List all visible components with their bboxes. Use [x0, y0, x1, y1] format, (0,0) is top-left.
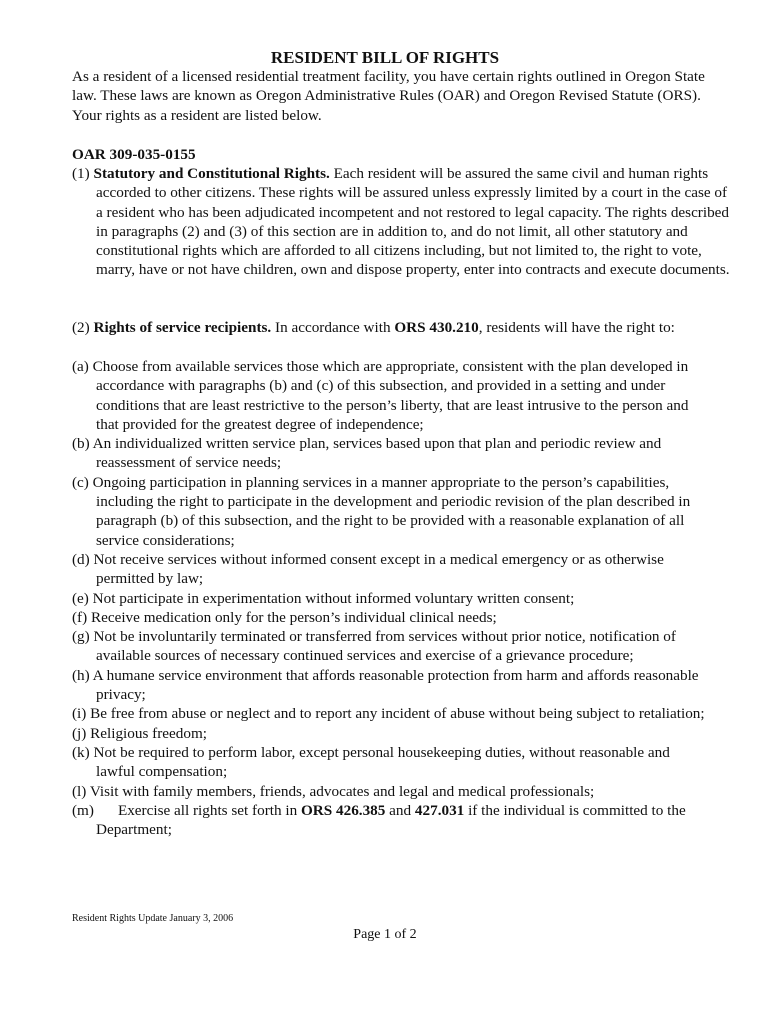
rule-2-number: (2) — [72, 319, 94, 336]
item-label: (h) — [72, 666, 93, 684]
item-label: (l) — [72, 782, 90, 800]
list-item — [72, 589, 712, 608]
item-label: (e) — [72, 589, 93, 607]
rule-1-text: Each resident will be assured the same civil and human rights accorded to other citizens. These rights will be assured unless expressly limited by a court in the case of a resident who has been adjudicated incompetent and not restored to legal capacity. The rights described in paragraphs (2) and (3) of this section are in addition to, and do not limit, all other statutory and constitutional rights which are afforded to all citizens including, but not limited to, the right to vote, marry, have or not have children, own and dispose property, enter into contracts and execute documents. — [96, 165, 730, 279]
item-text: Be free from abuse or neglect and to report any incident of abuse without being subject to retaliation; — [90, 705, 705, 723]
item-text: A humane service environment that affords reasonable protection from harm and affords reasonable privacy; — [92, 666, 699, 704]
item-label: (b) — [72, 435, 93, 453]
item-text: Not be required to perform labor, except personal housekeeping duties, without reasonable and lawful compensation; — [93, 743, 670, 781]
list-item — [72, 627, 712, 666]
item-statute-1: ORS 426.385 — [300, 801, 386, 819]
item-text-before: Exercise all rights set forth in — [117, 801, 301, 819]
item-label: (d) — [72, 550, 94, 568]
footer-note: Resident Rights Update January 3, 2006 — [72, 913, 234, 924]
rule-2-paragraph — [72, 318, 736, 337]
document-title: RESIDENT BILL OF RIGHTS — [270, 48, 500, 67]
item-text: An individualized written service plan, services based upon that plan and periodic review and reassessment of service needs; — [92, 435, 662, 472]
item-label: (g) — [72, 628, 94, 646]
item-text: Religious freedom; — [90, 724, 207, 742]
rule-2-statute: ORS 430.210 — [394, 319, 479, 336]
item-label: (k) — [72, 743, 94, 761]
list-item — [72, 608, 712, 627]
item-text: Not receive services without informed consent except in a medical emergency or as otherwise permitted by law; — [93, 550, 664, 588]
item-label: (i) — [72, 705, 91, 723]
rule-1-paragraph — [72, 164, 736, 280]
list-item — [72, 473, 712, 550]
item-text: Choose from available services those which are appropriate, consistent with the plan developed in accordance with paragraphs (b) and (c) of this subsection, and provided in a setting and under conditions that are least restrictive to the person’s liberty, that are least intrusive to the person and that provided for the greatest degree of independence; — [92, 358, 689, 433]
item-text: Not participate in experimentation without informed voluntary written consent; — [92, 589, 575, 607]
rule-2-heading: Rights of service recipients. — [93, 319, 272, 336]
list-item — [72, 550, 712, 589]
rule-1-number: (1) — [72, 165, 94, 182]
item-text: Visit with family members, friends, advocates and legal and medical professionals; — [89, 782, 595, 800]
list-item — [72, 434, 712, 473]
item-statute-2: 427.031 — [414, 801, 465, 819]
rule-2-text-after: , residents will have the right to: — [478, 319, 675, 336]
rights-list — [72, 357, 712, 839]
rule-1-heading: Statutory and Constitutional Rights. — [93, 165, 330, 182]
list-item — [72, 666, 712, 705]
list-item-m — [72, 801, 712, 840]
intro-paragraph: As a resident of a licensed residential treatment facility, you have certain rights outlined in Oregon State law. These laws are known as Oregon Administrative Rules (OAR) and Oregon Revised Statute (ORS). Your rights as a resident are listed below. — [72, 68, 705, 124]
list-item — [72, 782, 712, 801]
item-text-after: if the individual is committed to the Department; — [96, 801, 686, 839]
item-text: Not be involuntarily terminated or transferred from services without prior notice, notification of available sources of necessary continued services and exercise of a grievance procedure; — [93, 628, 676, 665]
list-item — [72, 704, 712, 723]
item-label: (m) — [72, 801, 94, 819]
item-label: (c) — [72, 473, 93, 491]
list-item — [72, 724, 712, 743]
list-item — [72, 743, 712, 782]
item-text: Receive medication only for the person’s individual clinical needs; — [90, 608, 497, 626]
item-label: (j) — [72, 724, 91, 742]
list-item — [72, 357, 712, 434]
item-text: Ongoing participation in planning services in a manner appropriate to the person’s capabilities, including the right to participate in the development and periodic revision of the plan described in paragraph (b) of this subsection, and the right to be provided with a reasonable explanation of all service considerations; — [92, 473, 691, 549]
item-label: (a) — [72, 358, 93, 375]
page-number: Page 1 of 2 — [353, 927, 417, 942]
item-label: (f) — [72, 608, 91, 626]
section-heading: OAR 309-035-0155 — [72, 146, 196, 163]
item-text-mid: and — [385, 801, 415, 819]
rule-2-text-before: In accordance with — [271, 319, 395, 336]
